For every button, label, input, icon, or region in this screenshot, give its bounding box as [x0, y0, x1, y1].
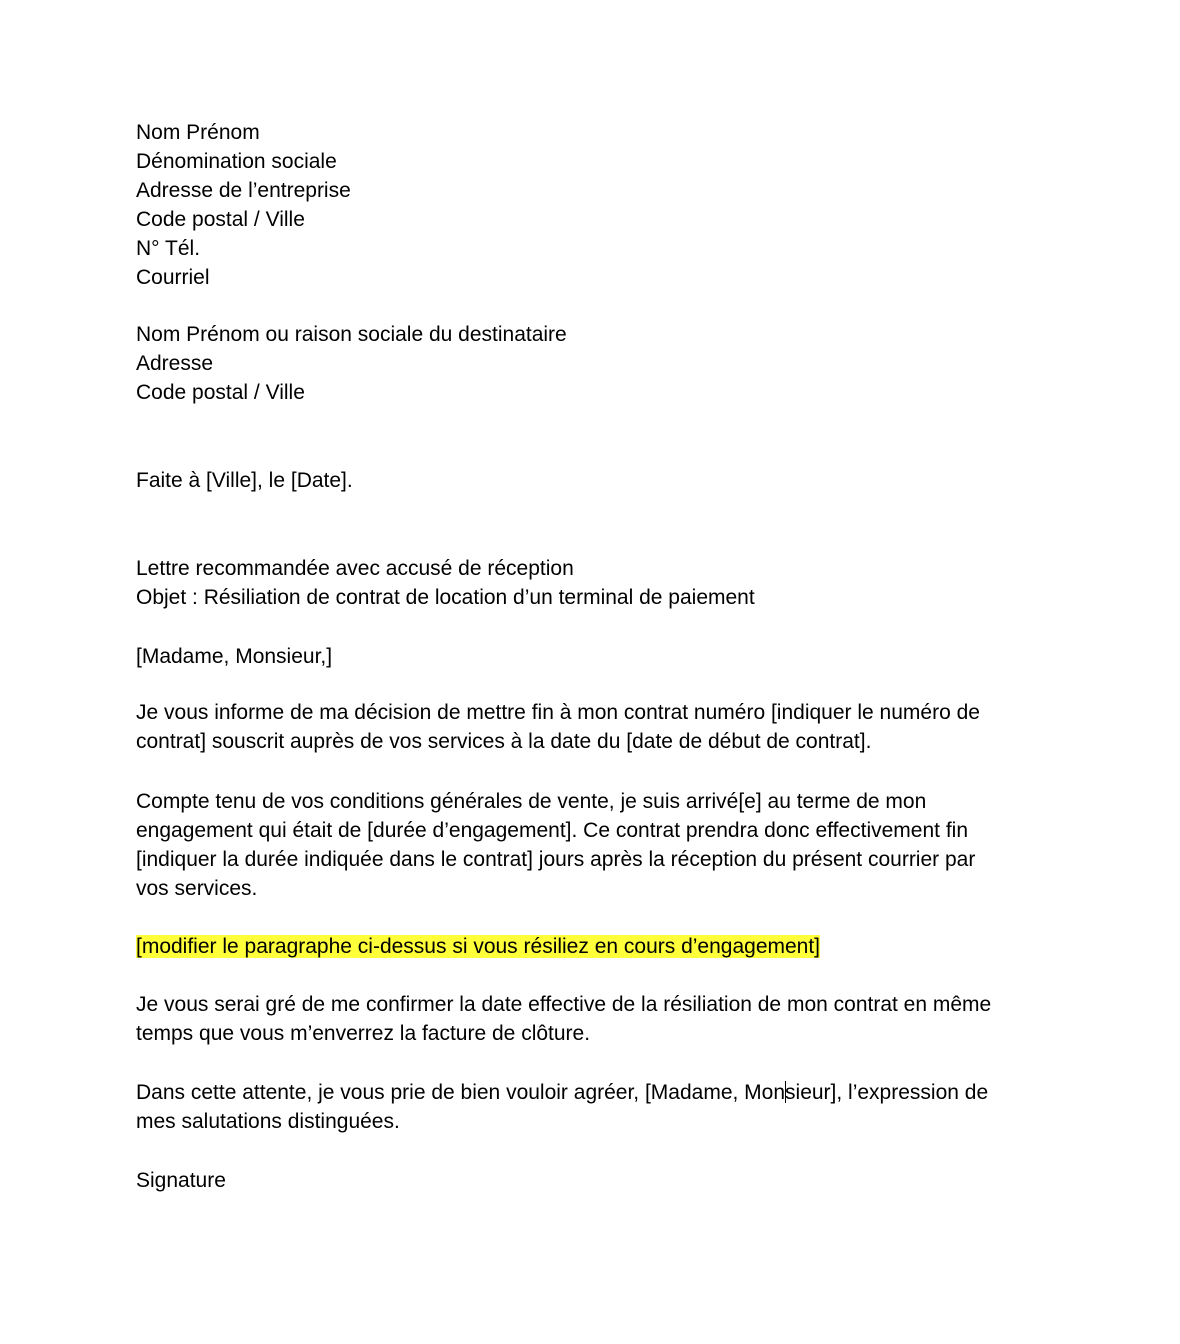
salutation-block — [136, 642, 1046, 671]
paragraph-line: contrat] souscrit auprès de vos services à la date du [date de début de contrat]. — [136, 730, 872, 753]
subject-line: Objet : Résiliation de contrat de location d’un terminal de paiement — [136, 586, 755, 609]
recipient-block — [136, 320, 1046, 407]
signature-block — [136, 1166, 1046, 1195]
sending-mode: Lettre recommandée avec accusé de réception — [136, 557, 574, 580]
paragraph-line: [indiquer la durée indiquée dans le contrat] jours après la réception du présent courrier par — [136, 848, 976, 871]
text-after-caret: sieur], l’expression de — [785, 1081, 989, 1104]
paragraph-line: mes salutations distinguées. — [136, 1110, 400, 1133]
paragraph-1 — [136, 698, 1046, 756]
recipient-name: Nom Prénom ou raison sociale du destinataire — [136, 323, 567, 346]
paragraph-line: vos services. — [136, 877, 258, 900]
paragraph-line: Compte tenu de vos conditions générales de vente, je suis arrivé[e] au terme de mon — [136, 790, 927, 813]
sender-name: Nom Prénom — [136, 121, 260, 144]
paragraph-line: engagement qui était de [durée d’engagement]. Ce contrat prendra donc effectivement fin — [136, 819, 968, 842]
paragraph-line — [136, 1078, 1046, 1107]
place-date: Faite à [Ville], le [Date]. — [136, 469, 353, 492]
paragraph-line: temps que vous m’enverrez la facture de clôture. — [136, 1022, 591, 1045]
paragraph-4[interactable] — [136, 1078, 1046, 1136]
sender-block — [136, 118, 1046, 292]
text-before-caret: Dans cette attente, je vous prie de bien vouloir agréer, [Madame, Mon — [136, 1081, 786, 1104]
paragraph-line: Je vous serai gré de me confirmer la date effective de la résiliation de mon contrat en même — [136, 993, 992, 1016]
place-date-block — [136, 466, 1046, 495]
recipient-address: Adresse — [136, 352, 214, 375]
signature: Signature — [136, 1169, 226, 1192]
paragraph-line: Je vous informe de ma décision de mettre fin à mon contrat numéro [indiquer le numéro de — [136, 701, 980, 724]
sender-phone: N° Tél. — [136, 237, 201, 260]
paragraph-2 — [136, 787, 1046, 903]
highlighted-note: [modifier le paragraphe ci-dessus si vous résiliez en cours d’engagement] — [136, 935, 821, 958]
sender-email: Courriel — [136, 266, 210, 289]
sender-city: Code postal / Ville — [136, 208, 305, 231]
sender-company: Dénomination sociale — [136, 150, 337, 173]
highlighted-note-block — [136, 932, 1046, 961]
paragraph-3 — [136, 990, 1046, 1048]
subject-block — [136, 554, 1046, 612]
recipient-city: Code postal / Ville — [136, 381, 305, 404]
salutation: [Madame, Monsieur,] — [136, 645, 333, 668]
sender-address: Adresse de l’entreprise — [136, 179, 351, 202]
